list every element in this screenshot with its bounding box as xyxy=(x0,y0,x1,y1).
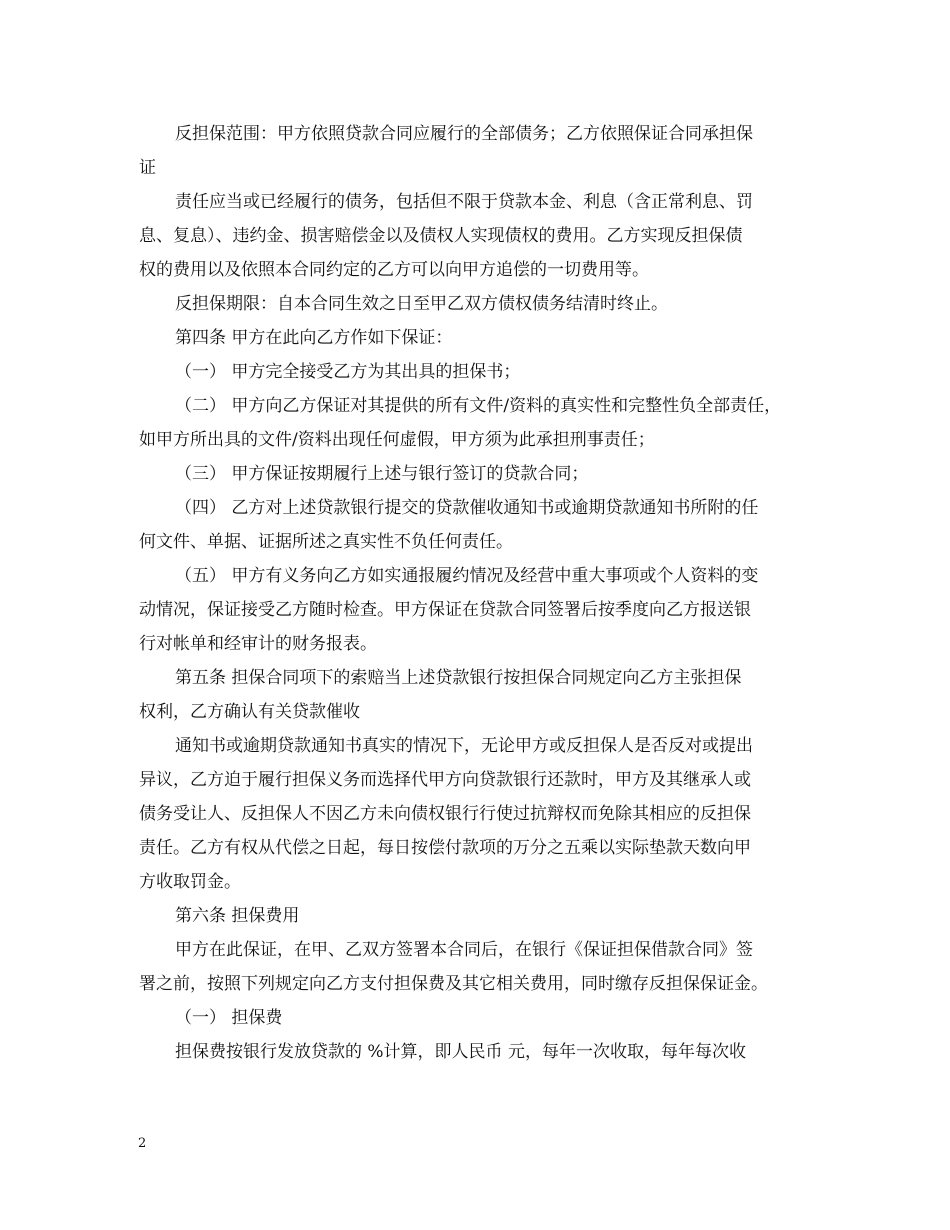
paragraph-line: 债务受让人、反担保人不因乙方未向债权银行行使过抗辩权而免除其相应的反担保 xyxy=(139,804,751,824)
paragraph-line: 息、复息）、违约金、损害赔偿金以及债权人实现债权的费用。乙方实现反担保债 xyxy=(139,226,743,246)
paragraph-line: 异议，乙方迫于履行担保义务而选择代甲方向贷款银行还款时，甲方及其继承人或 xyxy=(139,770,751,790)
document-body xyxy=(139,117,815,1069)
paragraph-line: 通知书或逾期贷款通知书真实的情况下，无论甲方或反担保人是否反对或提出 xyxy=(175,736,753,756)
list-item: （三） 甲方保证按期履行上述与银行签订的贷款合同； xyxy=(175,464,589,484)
paragraph-line: 行对帐单和经审计的财务报表。 xyxy=(139,634,377,654)
list-item: （四） 乙方对上述贷款银行提交的贷款催收通知书或逾期贷款通知书所附的任 xyxy=(175,498,759,518)
paragraph-line: 责任。乙方有权从代偿之日起，每日按偿付款项的万分之五乘以实际垫款天数向甲 xyxy=(139,838,751,858)
article-heading: 第六条 担保费用 xyxy=(175,906,300,926)
paragraph-line: 方收取罚金。 xyxy=(139,872,241,892)
paragraph-line: 反担保范围：甲方依照贷款合同应履行的全部债务；乙方依照保证合同承担保 xyxy=(175,124,753,144)
paragraph-line: 权利，乙方确认有关贷款催收 xyxy=(139,702,360,722)
list-item: （五） 甲方有义务向乙方如实通报履约情况及经营中重大事项或个人资料的变 xyxy=(175,566,759,586)
list-item: （二） 甲方向乙方保证对其提供的所有文件/资料的真实性和完整性负全部责任， xyxy=(175,396,782,416)
paragraph-line: 如甲方所出具的文件/资料出现任何虚假，甲方须为此承担刑事责任； xyxy=(139,430,655,450)
paragraph-line: 责任应当或已经履行的债务，包括但不限于贷款本金、利息（含正常利息、罚 xyxy=(175,192,753,212)
list-item: （一） 甲方完全接受乙方为其出具的担保书； xyxy=(175,362,521,382)
article-heading: 第四条 甲方在此向乙方作如下保证： xyxy=(175,328,453,348)
paragraph-line: 何文件、单据、证据所述之真实性不负任何责任。 xyxy=(139,532,513,552)
page-number: 2 xyxy=(138,1136,147,1151)
paragraph-line: 署之前，按照下列规定向乙方支付担保费及其它相关费用，同时缴存反担保保证金。 xyxy=(139,974,768,994)
paragraph-line: 动情况，保证接受乙方随时检查。甲方保证在贷款合同签署后按季度向乙方报送银 xyxy=(139,600,751,620)
paragraph-line: 担保费按银行发放贷款的 %计算，即人民币 元，每年一次收取，每年每次收 xyxy=(175,1042,746,1062)
list-item: （一） 担保费 xyxy=(175,1008,283,1028)
paragraph-line: 权的费用以及依照本合同约定的乙方可以向甲方追偿的一切费用等。 xyxy=(139,260,649,280)
paragraph-line: 证 xyxy=(139,158,156,178)
paragraph-line: 反担保期限：自本合同生效之日至甲乙双方债权债务结清时终止。 xyxy=(175,294,668,314)
paragraph-line: 甲方在此保证，在甲、乙双方签署本合同后，在银行《保证担保借款合同》签 xyxy=(175,940,753,960)
article-heading: 第五条 担保合同项下的索赔当上述贷款银行按担保合同规定向乙方主张担保 xyxy=(175,668,742,688)
